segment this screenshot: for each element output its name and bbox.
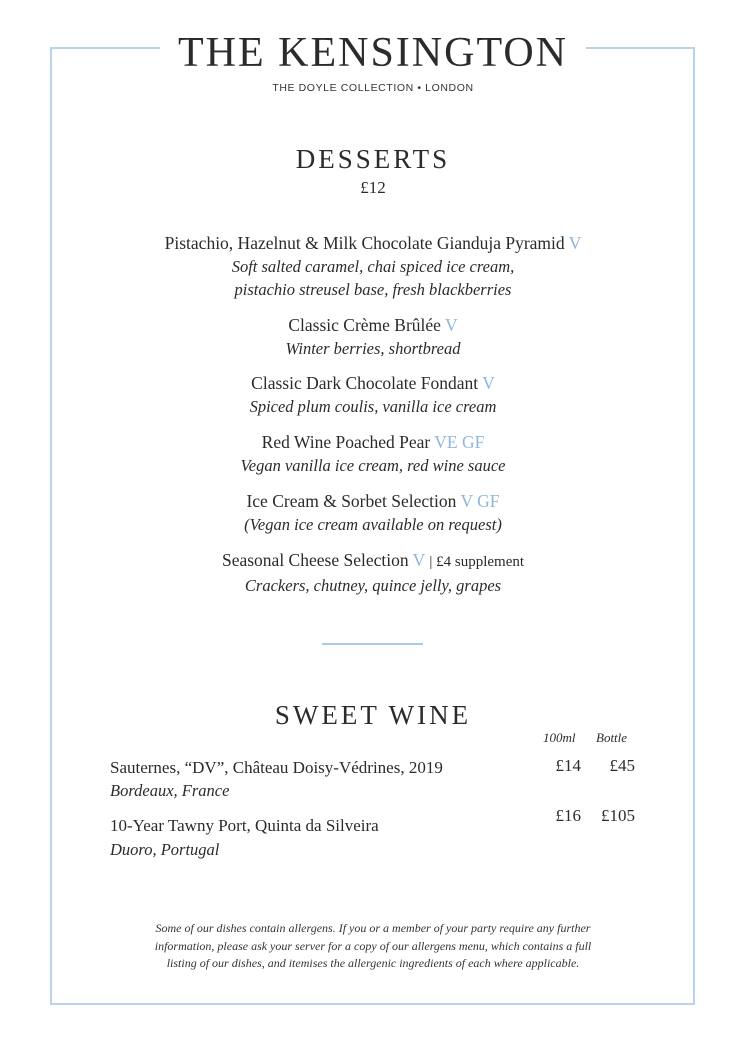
menu-header	[160, 28, 586, 98]
dietary-tag: V GF	[460, 491, 500, 511]
dessert-item	[0, 231, 746, 301]
footnote-line: Some of our dishes contain allergens. If you or a member of your party require any further	[155, 921, 591, 935]
desserts-price: £12	[360, 178, 386, 197]
desserts-heading: DESSERTS	[295, 144, 451, 174]
footnote-line: information, please ask your server for a copy of our allergens menu, which contains a full	[154, 938, 592, 953]
dessert-name: Red Wine Poached Pear	[261, 432, 431, 452]
sweet-wine-heading: SWEET WINE	[274, 700, 472, 730]
wine-price-bottle: £105	[601, 806, 635, 825]
dessert-name: Seasonal Cheese Selection	[221, 550, 409, 570]
wine-origin: Duoro, Portugal	[110, 840, 220, 859]
dessert-description: (Vegan ice cream available on request)	[244, 515, 502, 534]
wine-price-bottle: £45	[609, 756, 635, 775]
allergen-footnote	[100, 920, 646, 973]
dessert-item	[0, 430, 746, 477]
dietary-tag: V	[482, 373, 495, 393]
column-header-100ml: 100ml	[543, 730, 576, 745]
wine-price-100ml: £16	[555, 806, 581, 825]
wine-name: Sauternes, “DV”, Château Doisy-Védrines, 2019	[110, 758, 443, 777]
dessert-description: Vegan vanilla ice cream, red wine sauce	[240, 456, 506, 475]
wine-origin: Bordeaux, France	[110, 781, 230, 800]
wine-price-100ml: £14	[555, 756, 581, 775]
dessert-item	[0, 313, 746, 360]
dietary-tag: V	[568, 233, 582, 253]
dessert-item	[0, 489, 746, 536]
dessert-description: Spiced plum coulis, vanilla ice cream	[249, 397, 497, 416]
wine-name: 10-Year Tawny Port, Quinta da Silveira	[110, 816, 379, 835]
dessert-description: Winter berries, shortbread	[285, 339, 461, 358]
dessert-name: Classic Dark Chocolate Fondant	[251, 373, 479, 393]
dessert-item	[0, 548, 746, 597]
dessert-name: Pistachio, Hazelnut & Milk Chocolate Gianduja Pyramid	[164, 233, 565, 253]
dietary-tag: V	[412, 550, 425, 570]
supplement-note: | £4 supplement	[429, 554, 525, 570]
dessert-description: Crackers, chutney, quince jelly, grapes	[244, 576, 502, 595]
dessert-name: Ice Cream & Sorbet Selection	[246, 491, 457, 511]
footnote-line: listing of our dishes, and itemises the allergenic ingredients of each where applicable.	[166, 956, 580, 970]
dessert-item	[0, 371, 746, 418]
dietary-tag: V	[445, 315, 458, 335]
section-divider	[322, 643, 423, 645]
dessert-name: Classic Crème Brûlée	[288, 315, 441, 335]
dessert-description: Soft salted caramel, chai spiced ice cream,	[231, 257, 515, 276]
dessert-description: pistachio streusel base, fresh blackberries	[234, 280, 512, 299]
brand-title: THE KENSINGTON	[177, 30, 569, 76]
dietary-tag: VE GF	[434, 432, 485, 452]
brand-subtitle: THE DOYLE COLLECTION • LONDON	[272, 82, 474, 94]
column-header-bottle: Bottle	[596, 730, 628, 745]
